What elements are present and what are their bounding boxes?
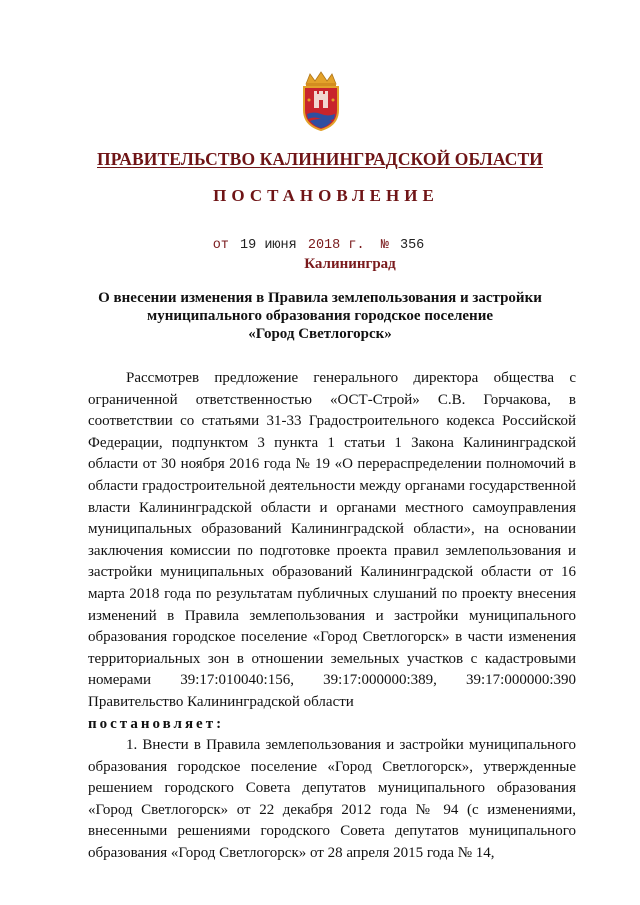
city-name: Калининград <box>304 256 396 272</box>
kaliningrad-coat-of-arms-icon <box>298 70 344 132</box>
document-body <box>88 368 576 865</box>
resolves-heading: постановляет: <box>88 715 225 732</box>
document-title <box>90 289 550 343</box>
number-value: 356 <box>399 238 425 253</box>
date-number-line <box>0 238 640 253</box>
year-label: 2018 г. <box>307 238 365 253</box>
document-type: ПОСТАНОВЛЕНИЕ <box>213 186 439 205</box>
title-line-1: О внесении изменения в Правила землепользования и застройки <box>98 290 542 306</box>
number-label: № <box>380 238 389 253</box>
date-prefix: от <box>212 238 229 253</box>
date-value: 19 июня <box>240 238 297 253</box>
title-line-2: муниципального образования городское поселение <box>146 308 493 324</box>
preamble-paragraph: Рассмотрев предложение генерального директора общества с ограниченной ответственностью «ОСТ-Строй» С.В. Горчакова, в соответствии со статьями 31-33 Градостроительного кодекса Российской Федерации, подпунктом 3 пункта 1 статьи 1 Закона Калининградской области от 30 ноября 2016 года № 19 «О перераспределении полномочий в области градостроительной деятельности между органами государственной власти Калининградской области и органами местного самоуправления муниципальных образований Калининградской области», на основании заключения комиссии по подготовке проекта правил землепользования и застройки муниципальных образований Калининградской области от 16 марта 2018 года по результатам публичных слушаний по проекту внесения изменений в Правила землепользования и застройки муниципального образования городское поселение «Город Светлогорск» в части изменения территориальных зон в отношении земельных участков с кадастровыми номерами 39:17:010040:156, 39:17:000000:389, 39:17:000000:390 Правительство Калининградской области <box>88 370 576 710</box>
item-1-paragraph: 1. Внести в Правила землепользования и застройки муниципального образования городское поселение «Город Светлогорск», утвержденные решением городского Совета депутатов муниципального образования «Город Светлогорск» от 22 декабря 2012 года № 94 (с изменениями, внесенными решениями городского Совета депутатов муниципального образования «Город Светлогорск» от 28 апреля 2015 года № 14, <box>88 737 576 862</box>
title-line-3: «Город Светлогорск» <box>248 326 392 342</box>
government-name: ПРАВИТЕЛЬСТВО КАЛИНИНГРАДСКОЙ ОБЛАСТИ <box>97 149 543 169</box>
